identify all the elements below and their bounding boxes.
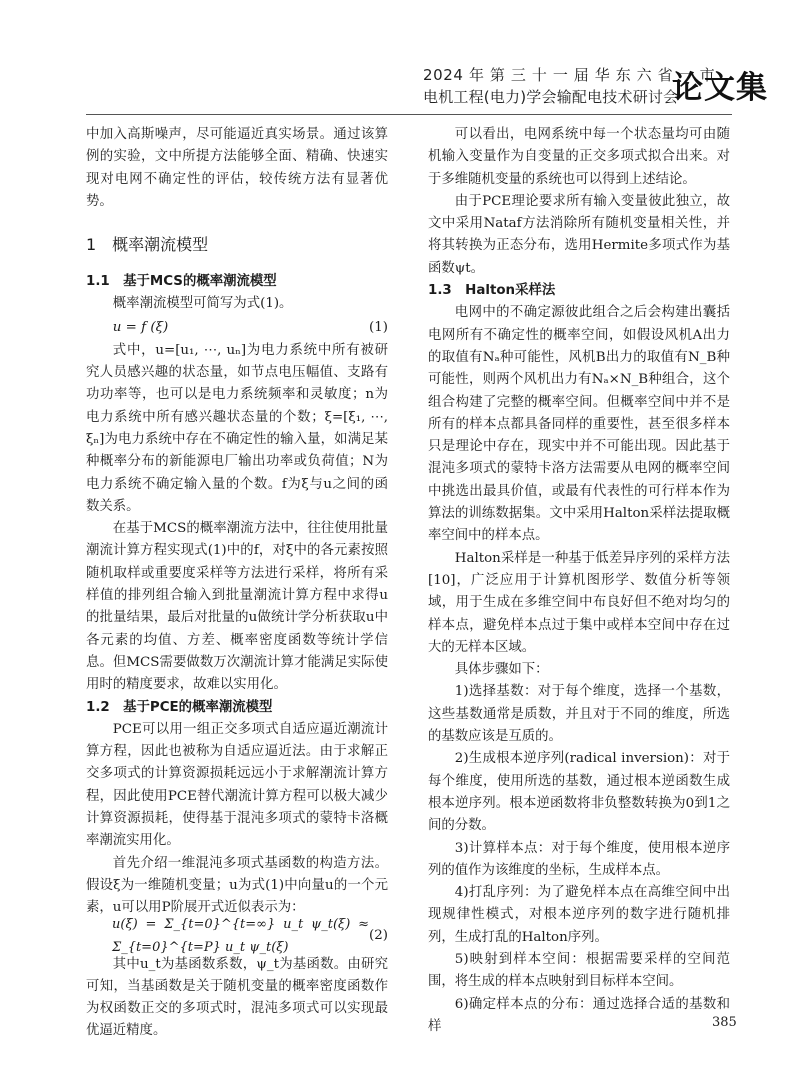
paragraph: 在基于MCS的概率潮流方法中，往往使用批量潮流计算方程实现式(1)中的f，对ξ中的各元素按照随机取样或重要度采样等方法进行采样，将所有采样值的排列组合输入到批量潮流计算方程中求得u的批量结果，最后对批量的u做统计学分析获取u中各元素的均值、方差、概率密度函数等统计学信息。但MCS需要做数万次潮流计算才能满足实际使用时的精度要求，故难以实用化。 [86, 521, 388, 693]
intro-paragraph: 中加入高斯噪声，尽可能逼近真实场景。通过该算例的实验，文中所提方法能够全面、精确、快速实现对电网不确定性的评估，较传统方法有显著优势。 [86, 127, 388, 209]
equation-1 [86, 316, 388, 340]
paragraph: 电网中的不确定源彼此组合之后会构建出囊括电网所有不确定性的概率空间，如假设风机A出力的取值有Nₐ种可能性，风机B出力的取值有N_B种可能性，则两个风机出力有Nₐ×N_B种组合，这个组合构建了完整的概率空间。但概率空间中并不是所有的样本点都具备同样的重要性，甚至很多样本只是理论中存在，现实中并不可能出现。因此基于混沌多项式的蒙特卡洛方法需要从电网的概率空间中挑选出最具价值，或最有代表性的可行样本作为算法的训练数据集。文中采用Halton采样法提取概率空间中的样本点。 [428, 305, 730, 544]
paragraph: 首先介绍一维混沌多项式基函数的构造方法。假设ξ为一维随机变量；u为式(1)中向量u的一个元素，u可以用P阶展开式近似表示为： [86, 855, 388, 916]
equation-body: u(ξ) = Σ_{t=0}^{t=∞} u_t ψ_t(ξ) ≈ Σ_{t=0}^{t=P} u_t ψ_t(ξ) [112, 917, 370, 955]
equation-number: (2) [369, 928, 388, 944]
list-item: 2)生成根本逆序列(radical inversion)：对于每个维度，使用所选的基数，通过根本逆函数生成根本逆序列。根本逆函数将非负整数转换为0到1之间的分数。 [428, 751, 730, 834]
equation-body: u = f (ξ) [112, 319, 169, 335]
paragraph: 式中，u=[u₁, ⋯, uₙ]为电力系统中所有被研究人员感兴趣的状态量，如节点电压幅值、支路有功功率等，也可以是电力系统频率和灵敏度；n为电力系统中所有感兴趣状态量的个数；ξ=[ξ₁, ⋯, ξₙ]为电力系统中存在不确定性的输入量，如满足某种概率分布的新能源电厂输出功率或负荷值；N为电力系统不确定输入量的个数。f为ξ与u之间的函数关系。 [86, 342, 388, 514]
list-item: 3)计算样本点：对于每个维度，使用根本逆序列的值作为该维度的坐标，生成样本点。 [428, 840, 730, 878]
subsection-heading: 1.2 基于PCE的概率潮流模型 [86, 699, 273, 715]
section-heading: 1 概率潮流模型 [86, 235, 209, 255]
right-column [428, 124, 730, 1038]
page-header [0, 0, 800, 120]
paragraph: 其中u_t为基函数系数，ψ_t为基函数。由研究可知，当基函数是关于随机变量的概率密度函数作为权函数正交的多项式时，混沌多项式可以实现最优逼近精度。 [86, 956, 388, 1039]
conference-title-line1: 2024 年 第 三 十 一 届 华 东 六 省 一 市 [423, 66, 716, 84]
conference-title-line2: 电机工程(电力)学会输配电技术研讨会 [423, 88, 679, 106]
list-item: 1)选择基数：对于每个维度，选择一个基数，这些基数通常是质数，并且对于不同的维度，所选的基数应该是互质的。 [428, 684, 730, 745]
equation-2 [86, 917, 388, 955]
header-rule [86, 114, 732, 115]
left-column [86, 124, 388, 1043]
equation-number: (1) [369, 319, 388, 335]
subsection-heading: 1.1 基于MCS的概率潮流模型 [86, 274, 277, 290]
paragraph: Halton采样是一种基于低差异序列的采样方法[10]，广泛应用于计算机图形学、数值分析等领域，用于生成在多维空间中布良好但不绝对均匀的样本点，避免样本点过于集中或样本空间中存在过大的无样本区域。 [428, 550, 730, 655]
paragraph: 由于PCE理论要求所有输入变量彼此独立，故文中采用Nataf方法消除所有随机变量相关性，并将其转换为正态分布，选用Hermite多项式作为基函数ψt。 [428, 193, 730, 276]
collection-title: 论文集 [672, 70, 768, 106]
list-item: 5)映射到样本空间：根据需要采样的空间范围，将生成的样本点映射到目标样本空间。 [428, 951, 730, 990]
list-item: 6)确定样本点的分布：通过选择合适的基数和样 [428, 996, 730, 1034]
subsection-heading: 1.3 Halton采样法 [428, 283, 556, 299]
paragraph: PCE可以用一组正交多项式自适应逼近潮流计算方程，因此也被称为自适应逼近法。由于求解正交多项式的计算资源损耗远远小于求解潮流计算方程，因此使用PCE替代潮流计算方程可以极大减少计算资源损耗，使得基于混沌多项式的蒙特卡洛概率潮流实用化。 [86, 721, 388, 849]
paragraph: 可以看出，电网系统中每一个状态量均可由随机输入变量作为自变量的正交多项式拟合出来。对于多维随机变量的系统也可以得到上述结论。 [428, 127, 730, 187]
list-item: 4)打乱序列：为了避免样本点在高维空间中出现规律性模式，对根本逆序列的数字进行随机排列，生成打乱的Halton序列。 [428, 885, 730, 945]
paragraph: 具体步骤如下： [454, 662, 549, 678]
paragraph: 概率潮流模型可简写为式(1)。 [112, 296, 293, 312]
page-number: 385 [712, 1015, 737, 1030]
